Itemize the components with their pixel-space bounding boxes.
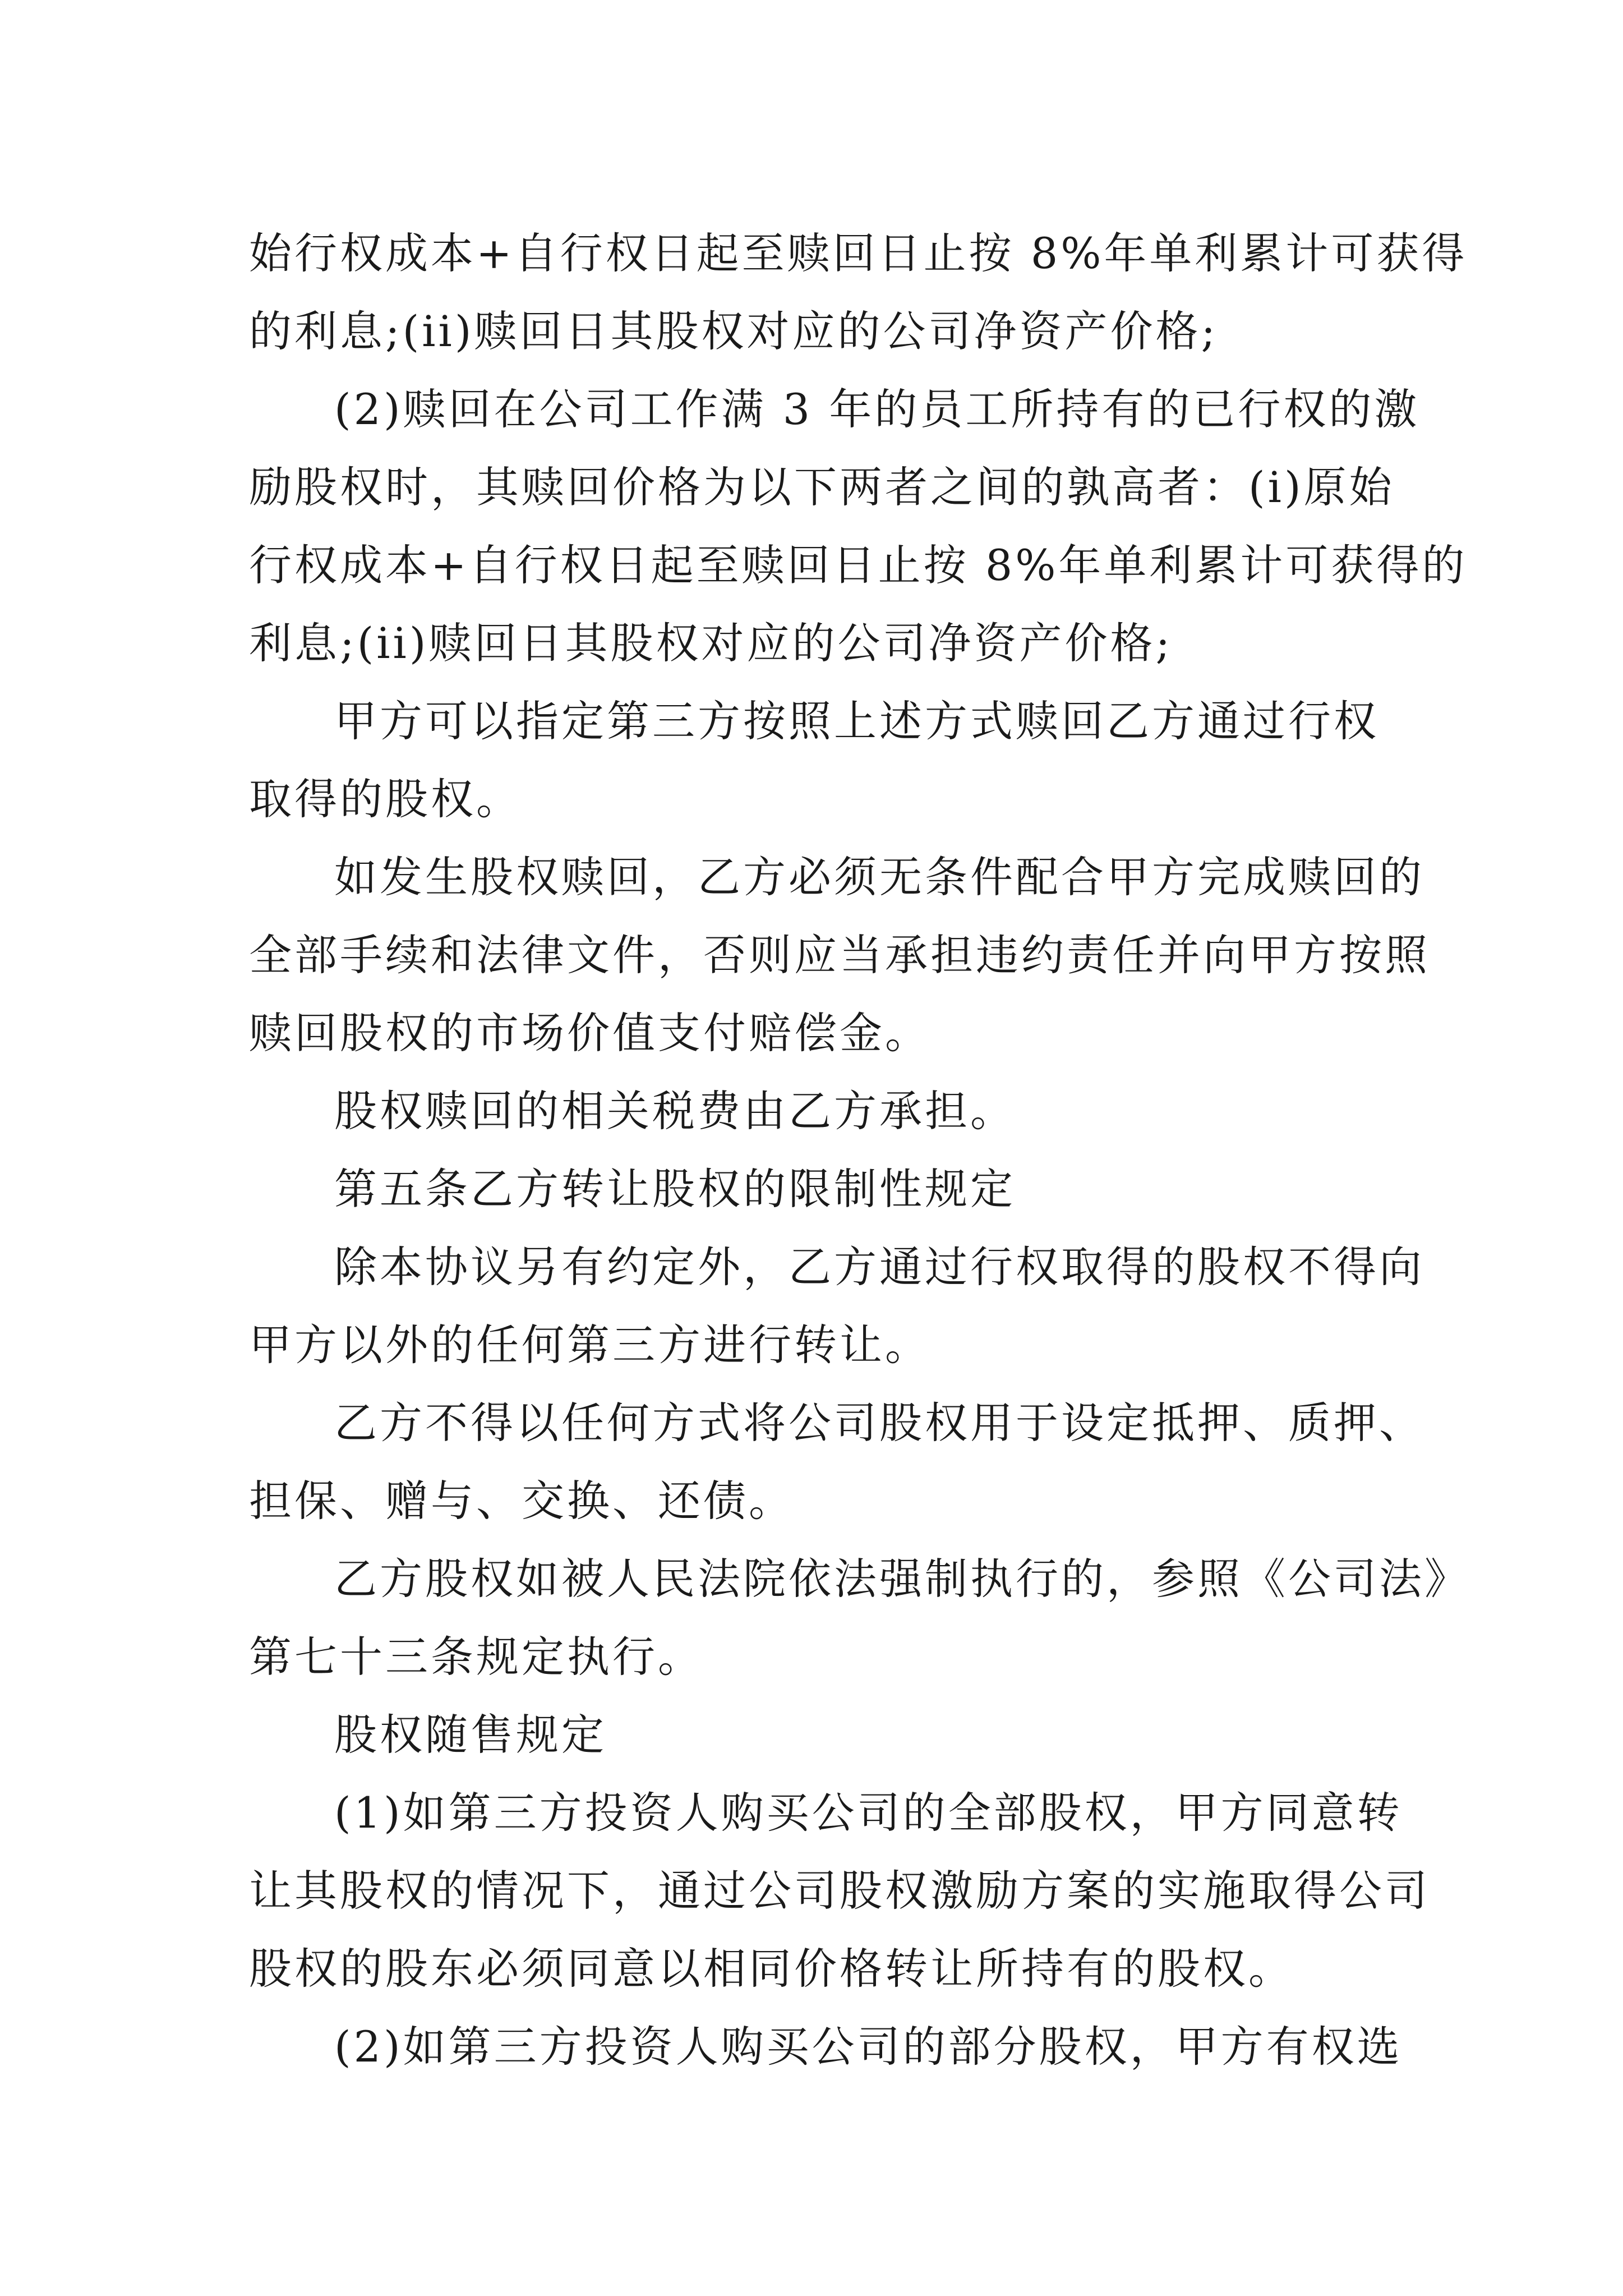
text-line: 的利息;(ii)赎回日其股权对应的公司净资产价格; <box>249 306 1219 356</box>
text-line: 股权随售规定 <box>334 1710 607 1760</box>
paragraph <box>249 1774 1430 2008</box>
paragraph <box>249 370 1468 682</box>
text-line: 让其股权的情况下，通过公司股权激励方案的实施取得公司 <box>249 1866 1430 1916</box>
text-line: 乙方股权如被人民法院依法强制执行的，参照《公司法》 <box>334 1554 1470 1604</box>
text-line: (1)如第三方投资人购买公司的全部股权，甲方同意转 <box>334 1788 1403 1838</box>
text-line: 甲方可以指定第三方按照上述方式赎回乙方通过行权 <box>334 696 1379 746</box>
paragraph <box>249 682 1415 838</box>
text-line: 励股权时，其赎回价格为以下两者之间的孰高者：(i)原始 <box>249 462 1395 512</box>
text-line: 股权的股东必须同意以相同价格转让所持有的股权。 <box>249 1944 1294 1994</box>
text-line: 取得的股权。 <box>249 774 522 824</box>
text-line: (2)如第三方投资人购买公司的部分股权，甲方有权选 <box>334 2022 1403 2072</box>
text-line: 担保、赠与、交换、还债。 <box>249 1476 794 1526</box>
text-line: 第五条乙方转让股权的限制性规定 <box>334 1164 1016 1214</box>
text-line: 始行权成本+自行权日起至赎回日止按 8%年单利累计可获得 <box>249 228 1468 278</box>
text-line: 乙方不得以任何方式将公司股权用于设定抵押、质押、 <box>334 1398 1424 1448</box>
paragraph <box>249 1072 1415 1150</box>
paragraph <box>249 1384 1424 1540</box>
paragraph <box>249 1696 1415 1774</box>
text-line: 如发生股权赎回，乙方必须无条件配合甲方完成赎回的 <box>334 852 1424 902</box>
paragraph <box>249 1540 1470 1696</box>
text-line: 除本协议另有约定外，乙方通过行权取得的股权不得向 <box>334 1242 1424 1292</box>
text-line: 利息;(ii)赎回日其股权对应的公司净资产价格; <box>249 618 1173 668</box>
text-line: 行权成本+自行权日起至赎回日止按 8%年单利累计可获得的 <box>249 540 1468 590</box>
paragraph <box>249 1150 1415 1228</box>
paragraph <box>249 2008 1415 2086</box>
text-line: 全部手续和法律文件，否则应当承担违约责任并向甲方按照 <box>249 930 1430 980</box>
text-line: (2)赎回在公司工作满 3 年的员工所持有的已行权的激 <box>334 384 1420 434</box>
text-line: 股权赎回的相关税费由乙方承担。 <box>334 1086 1016 1136</box>
text-line: 第七十三条规定执行。 <box>249 1632 703 1682</box>
text-line: 甲方以外的任何第三方进行转让。 <box>249 1320 930 1370</box>
paragraph <box>249 1228 1424 1384</box>
paragraph <box>249 214 1468 370</box>
document-body <box>249 214 1470 2086</box>
text-line: 赎回股权的市场价值支付赔偿金。 <box>249 1008 930 1058</box>
paragraph <box>249 838 1430 1072</box>
